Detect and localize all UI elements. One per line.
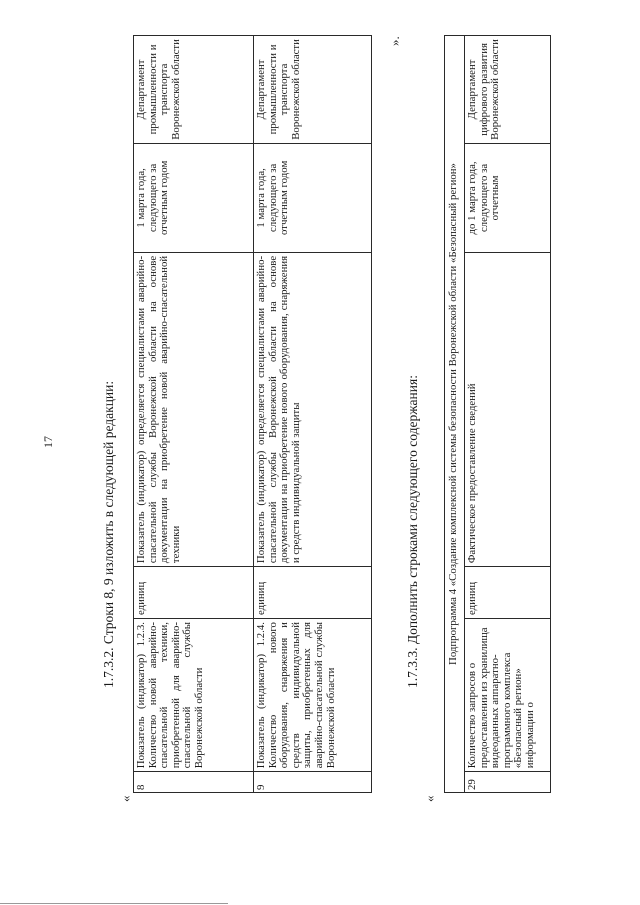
page-number: 17 bbox=[41, 436, 55, 448]
open-quote-2: « bbox=[422, 795, 437, 802]
responsible-cell: Департамент промышленности и транспорта Воронежской области bbox=[254, 36, 372, 144]
unit-cell: единиц bbox=[254, 567, 372, 619]
responsible-cell: Департамент промышленности и транспорта Воронежской области bbox=[134, 36, 254, 144]
deadline-cell: 1 марта года, следующего за отчетным годом bbox=[134, 143, 254, 252]
table-row bbox=[254, 36, 372, 793]
subprogram-row bbox=[445, 36, 465, 793]
indicator-name: Количество запросов о предоставлении из хранилища видеоданных аппаратно-программного комплекса «Безопасный регион» информации о bbox=[465, 619, 551, 772]
table-row bbox=[465, 36, 551, 793]
footer-divider bbox=[0, 903, 228, 904]
open-quote-1: « bbox=[118, 795, 133, 802]
row-number: 9 bbox=[254, 772, 372, 793]
method-cell: Фактическое предоставление сведений bbox=[465, 252, 551, 566]
subprogram-title: Подпрограмма 4 «Создание комплексной системы безопасности Воронежской области «Безопасный регион» bbox=[445, 36, 465, 793]
indicator-name: Показатель (индикатор) 1.2.4. Количество нового оборудования, снаряжения и средств индивидуальной защиты, приобретенных для аварийно-спасательной службы Воронежской области bbox=[254, 619, 372, 772]
close-quote-1: ». bbox=[387, 36, 402, 46]
responsible-cell: Департамент цифрового развития Воронежской области bbox=[465, 36, 551, 144]
method-cell: Показатель (индикатор) определяется специалистами аварийно-спасательной службы Воронежской области на основе документации на приобретение нового оборудования, снаряжения и средств индивидуальной защиты bbox=[254, 252, 372, 566]
section-heading-2: 1.7.3.3. Дополнить строками следующего содержания: bbox=[405, 375, 420, 688]
indicators-table-2 bbox=[444, 35, 551, 793]
deadline-cell: 1 марта года, следующего за отчетным годом bbox=[254, 143, 372, 252]
row-number: 29 bbox=[465, 772, 551, 793]
rotated-page-content bbox=[87, 38, 567, 868]
table-row bbox=[134, 36, 254, 793]
indicators-table-1 bbox=[133, 35, 372, 793]
method-cell: Показатель (индикатор) определяется специалистами аварийно-спасательной службы Воронежской области на основе документации на приобретение новой аварийно-спасательной техники bbox=[134, 252, 254, 566]
unit-cell: единиц bbox=[465, 567, 551, 619]
unit-cell: единиц bbox=[134, 567, 254, 619]
indicator-name: Показатель (индикатор) 1.2.3. Количество новой аварийно-спасательной техники, приобретенной для аварийно-спасательной службы Воронежской области bbox=[134, 619, 254, 772]
deadline-cell: до 1 марта года, следующего за отчетным bbox=[465, 143, 551, 252]
section-heading-1: 1.7.3.2. Строки 8, 9 изложить в следующей редакции: bbox=[101, 380, 116, 688]
row-number: 8 bbox=[134, 772, 254, 793]
